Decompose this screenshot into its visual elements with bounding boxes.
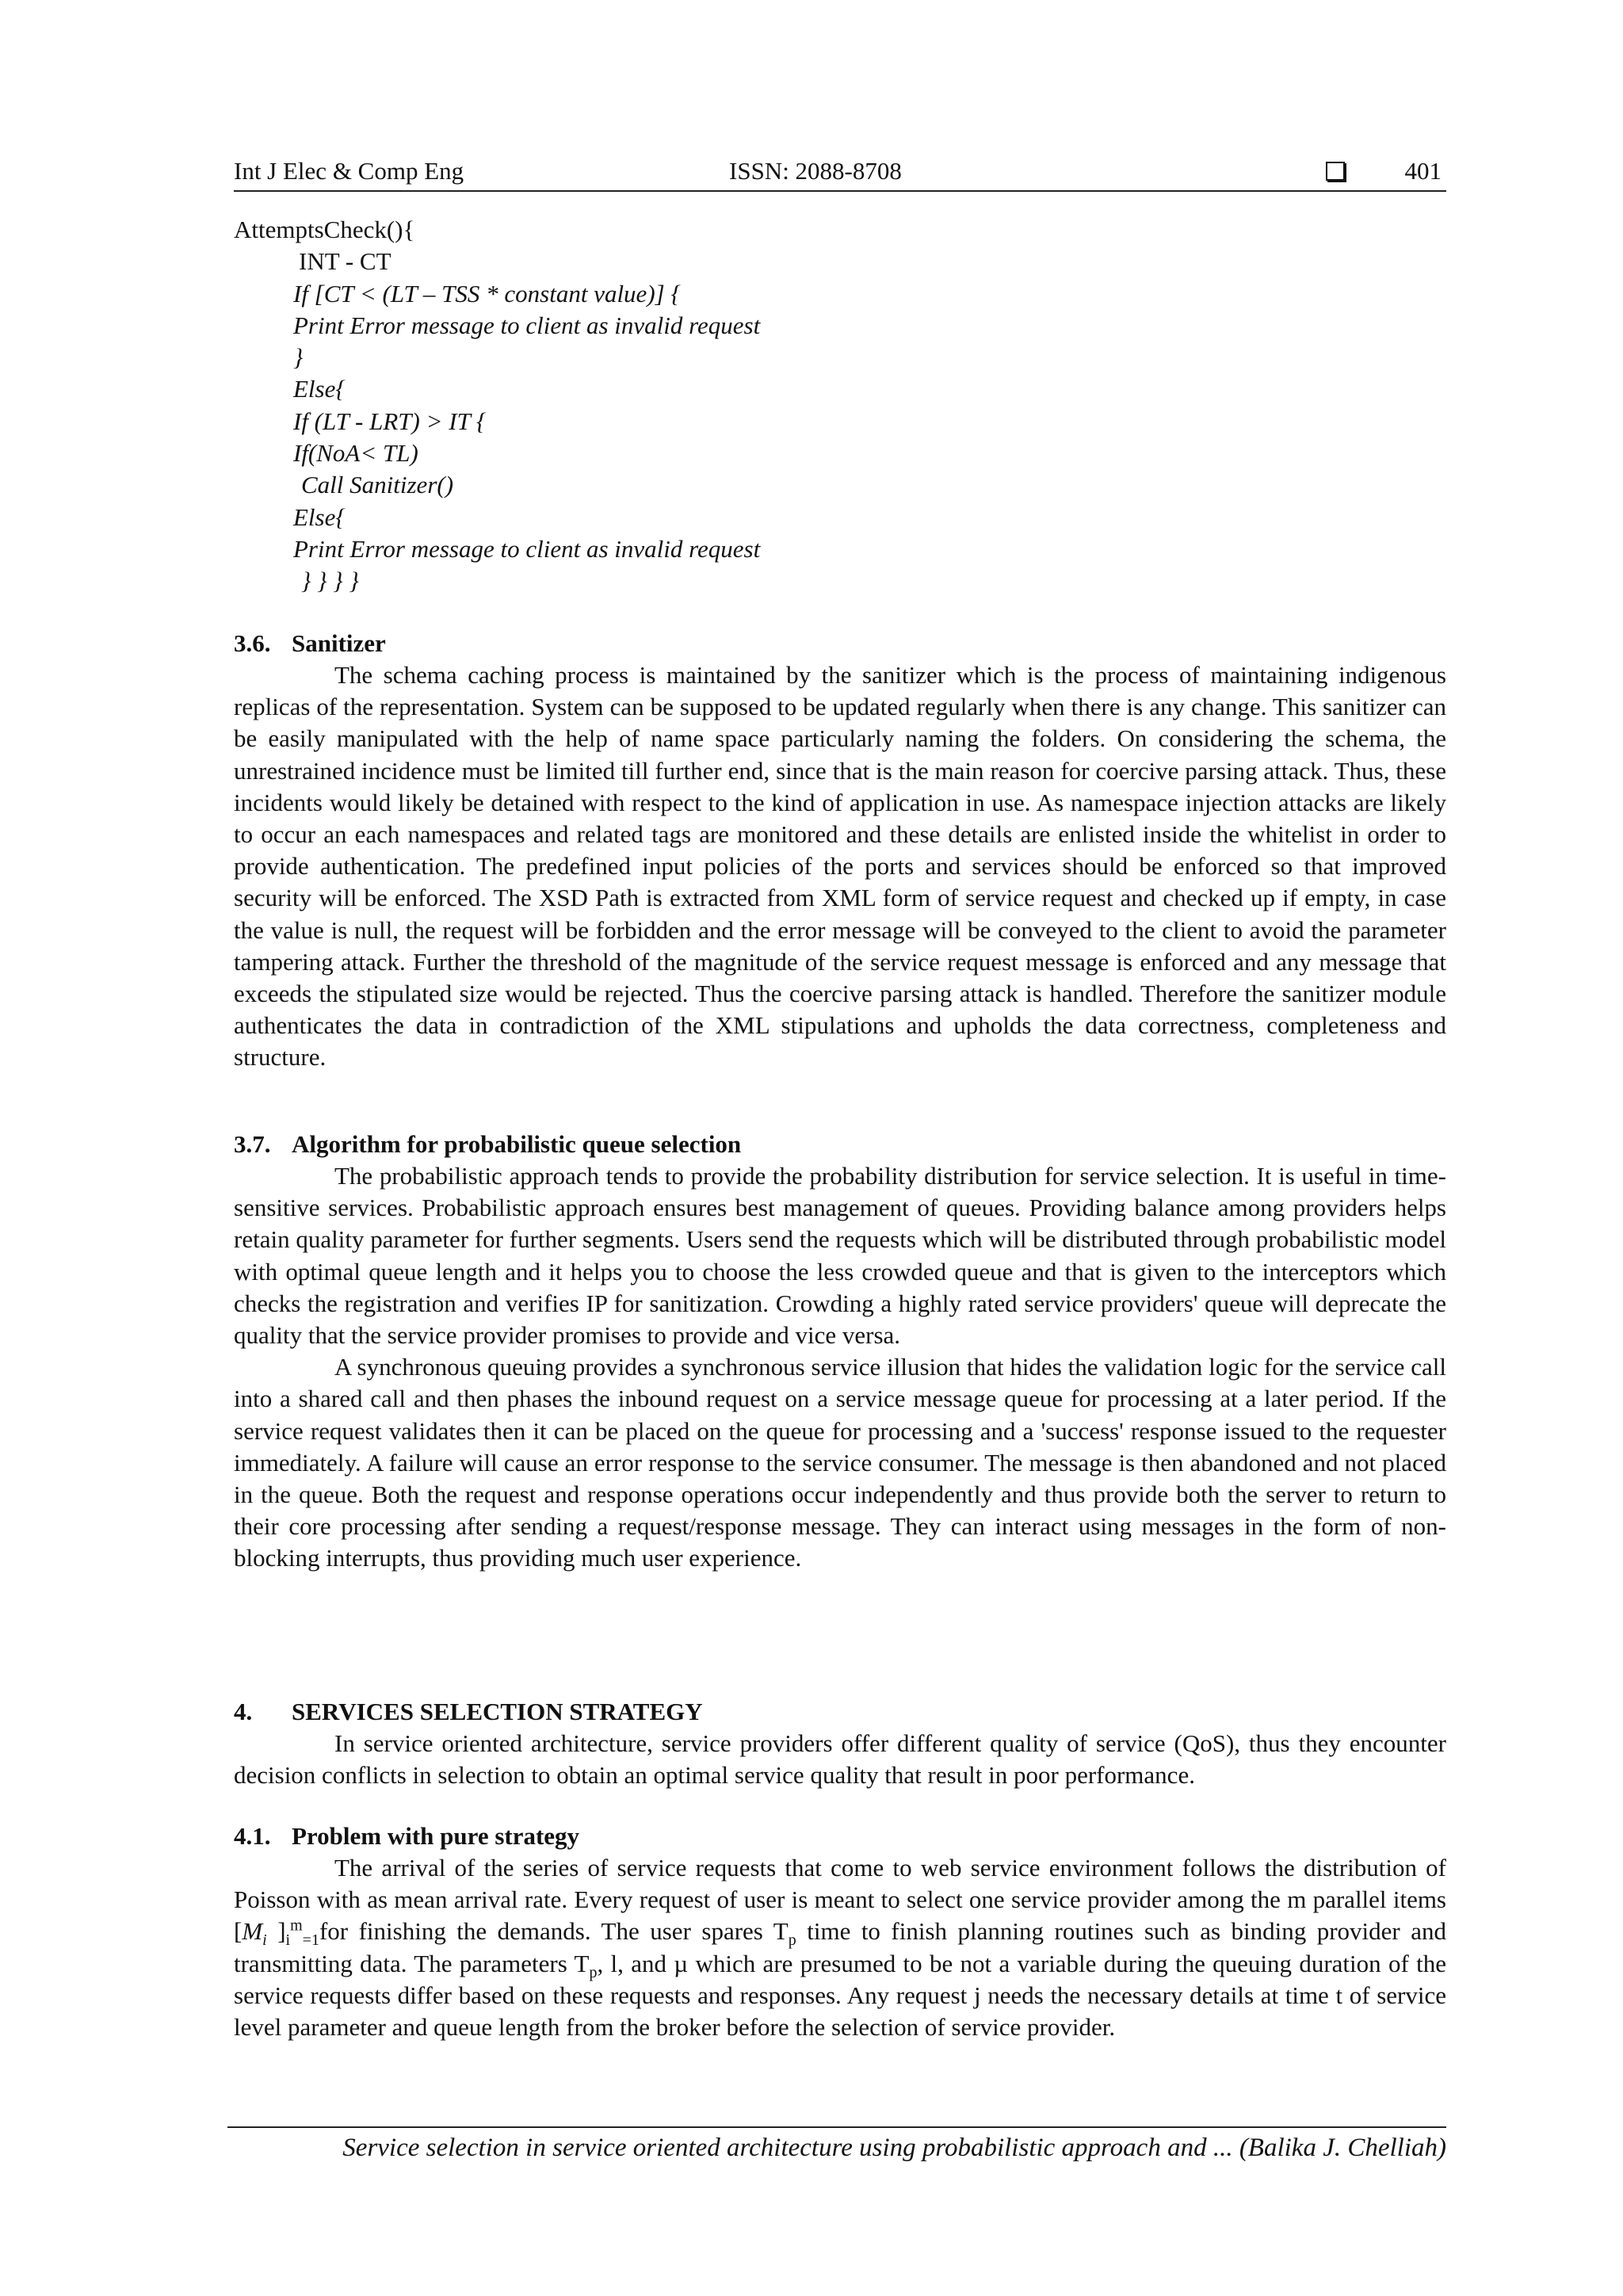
section-3-6 — [234, 628, 1446, 1074]
text-run: , l, and µ which are presumed to be not a variable during the queuing duration of the service requests differ based on these requests and responses. Any request j needs the necessary details at time t of service level parameter and queue length from the broker before the selection of service provider. — [234, 1949, 1446, 2042]
paragraph: The schema caching process is maintained by the sanitizer which is the process of maintaining indigenous replicas of the representation. System can be supposed to be updated regularly when there is any change. This sanitizer can be easily manipulated with the help of name space particularly naming the folders. On considering the schema, the unrestrained incidence must be limited till further end, since that is the main reason for coercive parsing attack. Thus, these incidents would likely be detained with respect to the kind of application in use. As namespace injection attacks are likely to occur an each namespaces and related tags are monitored and these details are enlisted inside the whitelist in order to provide authentication. The predefined input policies of the ports and services should be enforced so that improved security will be enforced. The XSD Path is extracted from XML form of service request and checked up if empty, in case the value is null, the request will be forbidden and the error message will be conveyed to the client to avoid the parameter tampering attack. Further the threshold of the magnitude of the service request message is enforced and any message that exceeds the stipulated size would be rejected. Thus the coercive parsing attack is handled. Therefore the sanitizer module authenticates the data in contradiction of the XML stipulations and upholds the data correctness, completeness and structure. — [234, 661, 1446, 1072]
footer-rule — [227, 2126, 1446, 2128]
section-4 — [234, 1696, 1446, 1791]
page-number: 401 — [1404, 157, 1442, 185]
code-line: If [CT < (LT – TSS * constant value)] { — [293, 279, 681, 308]
issn: ISSN: 2088-8708 — [729, 157, 902, 185]
journal-name: Int J Elec & Comp Eng — [234, 157, 464, 185]
square-box-icon — [1326, 162, 1345, 181]
text-run: time to finish planning routines such as binding provider and transmitting data. The parameters T — [234, 1917, 1446, 1977]
running-footer: Service selection in service oriented architecture using probabilistic approach and ... (Balika J. Chelliah) — [342, 2134, 1446, 2162]
section-number: 4. — [234, 1698, 253, 1725]
section-number: 3.6. — [234, 629, 271, 657]
section-heading — [234, 1820, 1446, 1852]
section-heading — [234, 1129, 1446, 1160]
section-number: 4.1. — [234, 1822, 271, 1850]
code-line: Else{ — [293, 502, 346, 531]
section-number: 3.7. — [234, 1130, 271, 1158]
section-4-1 — [234, 1820, 1446, 2043]
section-3-7 — [234, 1129, 1446, 1575]
math-sub-eq1: =1 — [302, 1931, 319, 1950]
code-line: Else{ — [293, 375, 346, 403]
code-line: AttemptsCheck(){ — [234, 216, 415, 243]
code-line: If(NoA< TL) — [293, 439, 418, 468]
section-title: Sanitizer — [292, 629, 386, 657]
pseudocode-block — [234, 214, 1446, 598]
code-line: If (LT - LRT) > IT { — [293, 407, 487, 435]
section-heading — [234, 1696, 1446, 1728]
math-sub-i: i — [285, 1931, 291, 1950]
code-line: Print Error message to client as invalid request — [293, 311, 761, 339]
code-line: Call Sanitizer() — [301, 471, 454, 499]
code-line: Print Error message to client as invalid request — [293, 534, 761, 563]
text-run: ] — [266, 1917, 286, 1946]
section-heading — [234, 628, 1446, 659]
math-symbol: M — [242, 1917, 263, 1946]
running-header — [234, 157, 1446, 192]
paragraph: The probabilistic approach tends to provide the probability distribution for service selection. It is useful in time-sensitive services. Probabilistic approach ensures best management of queues. Providing balance among providers helps retain quality parameter for further segments. Users send the requests which will be distributed through probabilistic model with optimal queue length and it helps you to choose the less crowded queue and that is given to the interceptors which checks the registration and verifies IP for sanitization. Crowding a highly rated service providers' queue will deprecate the quality that the service provider promises to provide and vice versa. — [234, 1162, 1446, 1350]
section-title: Algorithm for probabilistic queue selection — [292, 1130, 742, 1158]
paragraph: A synchronous queuing provides a synchronous service illusion that hides the validation logic for the service call into a shared call and then phases the inbound request on a service message queue for processing at a later period. If the service request validates then it can be placed on the queue for processing and a 'success' response issued to the requester immediately. A failure will cause an error response to the service consumer. The message is then abandoned and not placed in the queue. Both the request and response operations occur independently and thus provide both the server to return to their core processing after sending a request/response message. They can interact using messages in the form of non-blocking interrupts, thus providing much user experience. — [234, 1353, 1446, 1572]
code-line: INT - CT — [299, 247, 391, 276]
text-run: for finishing the demands. The user spares T — [319, 1917, 789, 1946]
section-title: Problem with pure strategy — [292, 1822, 580, 1850]
paragraph: In service oriented architecture, service providers offer different quality of service (QoS), thus they encounter decision conflicts in selection to obtain an optimal service quality that result in poor performance. — [234, 1729, 1446, 1790]
section-title: SERVICES SELECTION STRATEGY — [292, 1698, 703, 1725]
math-sub-p: p — [788, 1931, 796, 1950]
math-sub-p: p — [589, 1963, 598, 1981]
code-line: } } } } — [301, 567, 359, 595]
math-sup-m: m — [290, 1917, 303, 1935]
text-run: The arrival of the series of service requests that come to web service environment follows the distribution of Poisson with as mean arrival rate. Every request of user is meant to select one service provider among the m parallel items [ — [234, 1854, 1446, 1946]
paragraph — [234, 1852, 1446, 2043]
math-sub-i: i — [262, 1931, 267, 1950]
code-line: } — [293, 343, 304, 372]
